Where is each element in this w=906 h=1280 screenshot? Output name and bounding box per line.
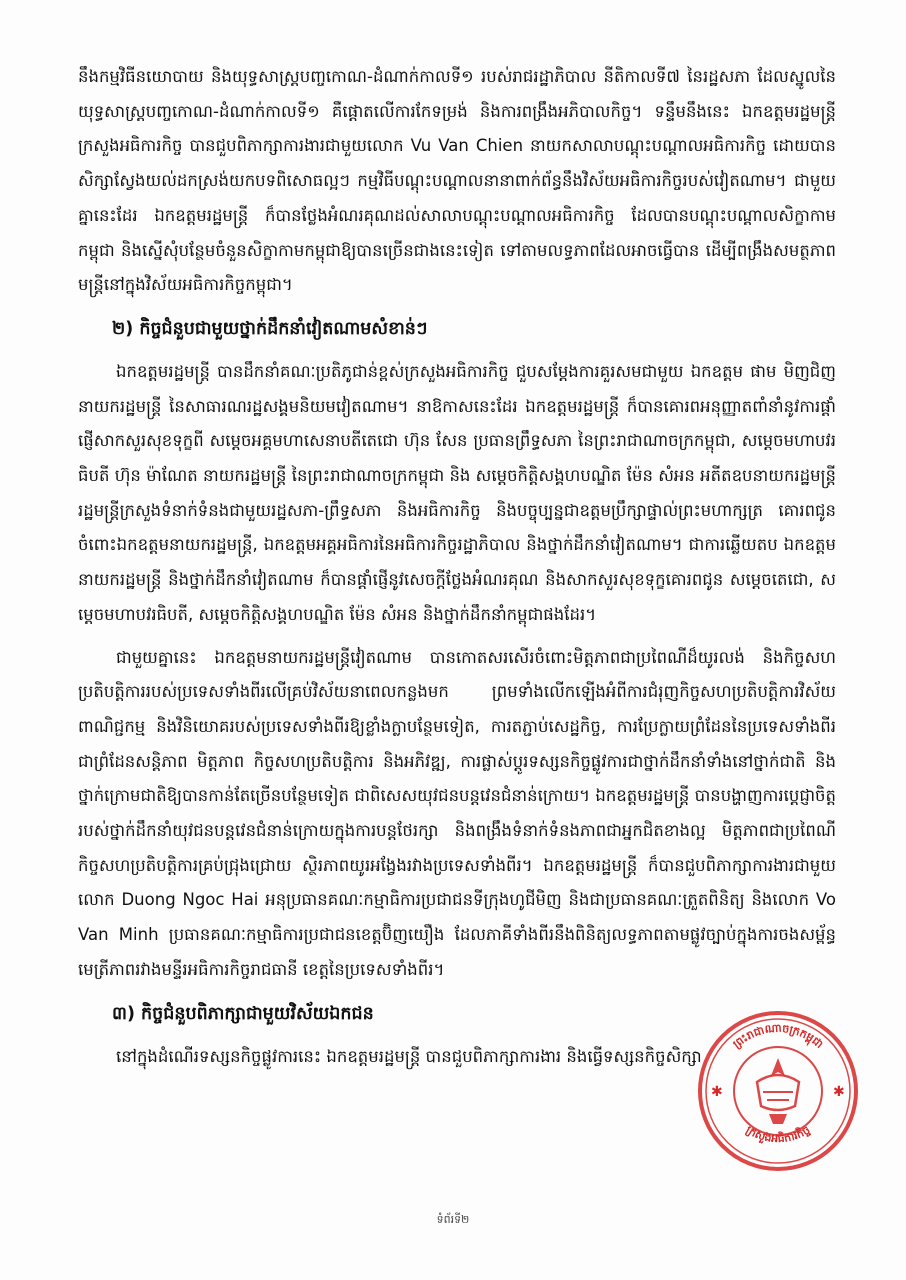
document-body [78, 60, 836, 1074]
paragraph-private-sector: នៅក្នុងដំណើរទស្សនកិច្ចផ្លូវការនេះ ឯកឧត្តមរដ្ឋមន្ត្រី បានជួបពិភាក្សាការងារ និងធ្វើទស្សនកិច្ចសិក្សា [116, 1046, 702, 1066]
section-heading-3: ៣) កិច្ចជំនួបពិភាក្សាជាមួយវិស័យឯកជន [112, 1003, 374, 1024]
paragraph-pm-vietnam: ជាមួយគ្នានេះ ឯកឧត្តមនាយករដ្ឋមន្ត្រីវៀតណាម បានកោតសរសើរចំពោះមិត្តភាពជាប្រពៃណីដ៏យូរលង់ និងកិច្ចសហប្រតិបត្តិការរបស់ប្រទេសទាំងពីរលើគ្រប់វិស័យនាពេលកន្លងមក ព្រមទាំងលើកឡើងអំពីការជំរុញកិច្ចសហប្រតិបត្តិការវិស័យពាណិជ្ជកម្ម និងវិនិយោគរបស់ប្រទេសទាំងពីរឱ្យខ្លាំងក្លាបន្ថែមទៀត, ការតភ្ជាប់សេដ្ឋកិច្ច, ការប្រែក្លាយព្រំដែននៃប្រទេសទាំងពីរ ជាព្រំដែនសន្តិភាព មិត្តភាព កិច្ចសហប្រតិបត្តិការ និងអភិវឌ្ឍ, ការផ្លាស់ប្តូរទស្សនកិច្ចផ្លូវការជាថ្នាក់ដឹកនាំទាំងនៅថ្នាក់ជាតិ និងថ្នាក់ក្រោមជាតិឱ្យបានកាន់តែច្រើនបន្ថែមទៀត ជាពិសេសយុវជនបន្តវេនជំនាន់ក្រោយ។ ឯកឧត្តមរដ្ឋមន្ត្រី បានបង្ហាញការប្តេជ្ញាចិត្តរបស់ថ្នាក់ដឹកនាំយុវជនបន្តវេនជំនាន់ក្រោយក្នុងការបន្តថែរក្សា និងពង្រឹងទំនាក់ទំនងភាពជាអ្នកជិតខាងល្អ មិត្តភាពជាប្រពៃណី កិច្ចសហប្រតិបត្តិការគ្រប់ជ្រុងជ្រោយ ស្ថិរភាពយូរអង្វែងរវាងប្រទេសទាំងពីរ។ ឯកឧត្តមរដ្ឋមន្ត្រី ក៏បានជួបពិភាក្សាការងារជាមួយលោក Duong Ngoc Hai អនុប្រធានគណៈកម្មាធិការប្រជាជនទីក្រុងហូជីមិញ និងជាប្រធានគណៈត្រួតពិនិត្យ និងលោក Vo Van Minh ប្រធានគណៈកម្មាធិការប្រជាជនខេត្តប៊ិញយឿង ដែលភាគីទាំងពីរនឹងពិនិត្យលទ្ធភាពតាមផ្លូវច្បាប់ក្នុងការចងសម្ព័ន្ធមេត្រីភាពរវាងមន្ទីរអធិការកិច្ចរាជធានី ខេត្តនៃប្រទេសទាំងពីរ។ [78, 647, 836, 979]
svg-text:ក្រសួងអធិការកិច្ច [744, 1123, 813, 1145]
page-number: ទំព័រទី២ [436, 1213, 470, 1226]
seal-text-bottom: ក្រសួងអធិការកិច្ច [743, 1123, 813, 1146]
seal-text-top: ព្រះរាជាណាចក្រកម្ពុជា [730, 1021, 826, 1051]
paragraph-meeting-leaders: ឯកឧត្តមរដ្ឋមន្ត្រី បានដឹកនាំគណៈប្រតិភូជាន់ខ្ពស់ក្រសួងអធិការកិច្ច ជួបសម្តែងការគួរសមជាមួយ ឯកឧត្តម ផាម មិញជិញ នាយករដ្ឋមន្ត្រី នៃសាធារណរដ្ឋសង្គមនិយមវៀតណាម។ នាឱកាសនេះដែរ ឯកឧត្តមរដ្ឋមន្ត្រី ក៏បានគោរពអនុញ្ញាតពាំនាំនូវការផ្តាំផ្ញើសាកសួរសុខទុក្ខពី សម្តេចអគ្គមហាសេនាបតីតេជោ ហ៊ុន សែន ប្រធានព្រឹទ្ធសភា នៃព្រះរាជាណាចក្រកម្ពុជា, សម្តេចមហាបវរធិបតី ហ៊ុន ម៉ាណែត នាយករដ្ឋមន្ត្រី នៃព្រះរាជាណាចក្រកម្ពុជា និង សម្តេចកិត្តិសង្គហបណ្ឌិត ម៉ែន សំអន អតីតឧបនាយករដ្ឋមន្ត្រី រដ្ឋមន្ត្រីក្រសួងទំនាក់ទំនងជាមួយរដ្ឋសភា-ព្រឹទ្ធសភា និងអធិការកិច្ច និងបច្ចុប្បន្នជាឧត្តមប្រឹក្សាផ្ទាល់ព្រះមហាក្សត្រ គោរពជូនចំពោះឯកឧត្តមនាយករដ្ឋមន្ត្រី, ឯកឧត្តមអគ្គអធិការនៃអធិការកិច្ចរដ្ឋាភិបាល និងថ្នាក់ដឹកនាំវៀតណាម។ ជាការឆ្លើយតប ឯកឧត្តមនាយករដ្ឋមន្ត្រី និងថ្នាក់ដឹកនាំវៀតណាម ក៏បានផ្តាំផ្ញើនូវសេចក្តីថ្លែងអំណរគុណ និងសាកសួរសុខទុក្ខគោរពជូន សម្តេចតេជោ, សម្តេចមហាបវរធិបតី, សម្តេចកិត្តិសង្គហបណ្ឌិត ម៉ែន សំអន និងថ្នាក់ដឹកនាំកម្ពុជាផងដែរ។ [78, 361, 836, 624]
svg-text:✱: ✱ [833, 1084, 845, 1100]
official-seal-stamp [697, 1010, 859, 1172]
seal-icon [697, 1010, 859, 1172]
svg-text:✱: ✱ [711, 1084, 723, 1100]
paragraph-intro: នឹងកម្មវិធីនយោបាយ និងយុទ្ធសាស្រ្តបញ្ចកោណ-ដំណាក់កាលទី១ របស់រាជរដ្ឋាភិបាល នីតិកាលទី៧ នៃរដ្ឋសភា ដែលស្នូលនៃយុទ្ធសាស្រ្តបញ្ចកោណ-ដំណាក់កាលទី១ គឺផ្តោតលើការកែទម្រង់ និងការពង្រឹងអភិបាលកិច្ច។ ទន្ទឹមនឹងនេះ ឯកឧត្តមរដ្ឋមន្ត្រីក្រសួងអធិការកិច្ច បានជួបពិភាក្សាការងារជាមួយលោក Vu Van Chien នាយកសាលាបណ្តុះបណ្តាលអធិការកិច្ច ដោយបានសិក្សាស្វែងយល់ដកស្រង់យកបទពិសោធល្អៗ កម្មវិធីបណ្តុះបណ្តាលនានាពាក់ព័ន្ធនឹងវិស័យអធិការកិច្ចរបស់វៀតណាម។ ជាមួយគ្នានេះដែរ ឯកឧត្តមរដ្ឋមន្ត្រី ក៏បានថ្លែងអំណរគុណដល់សាលាបណ្តុះបណ្តាលអធិការកិច្ច ដែលបានបណ្តុះបណ្តាលសិក្ខាកាមកម្ពុជា និងស្នើសុំបន្ថែមចំនួនសិក្ខាកាមកម្ពុជាឱ្យបានច្រើនជាងនេះទៀត ទៅតាមលទ្ធភាពដែលអាចធ្វើបាន ដើម្បីពង្រឹងសមត្ថភាពមន្ត្រីនៅក្នុងវិស័យអធិការកិច្ចកម្ពុជា។ [78, 67, 836, 295]
section-heading-2: ២) កិច្ចជំនួបជាមួយថ្នាក់ដឹកនាំវៀតណាមសំខាន់ៗ [112, 318, 428, 339]
